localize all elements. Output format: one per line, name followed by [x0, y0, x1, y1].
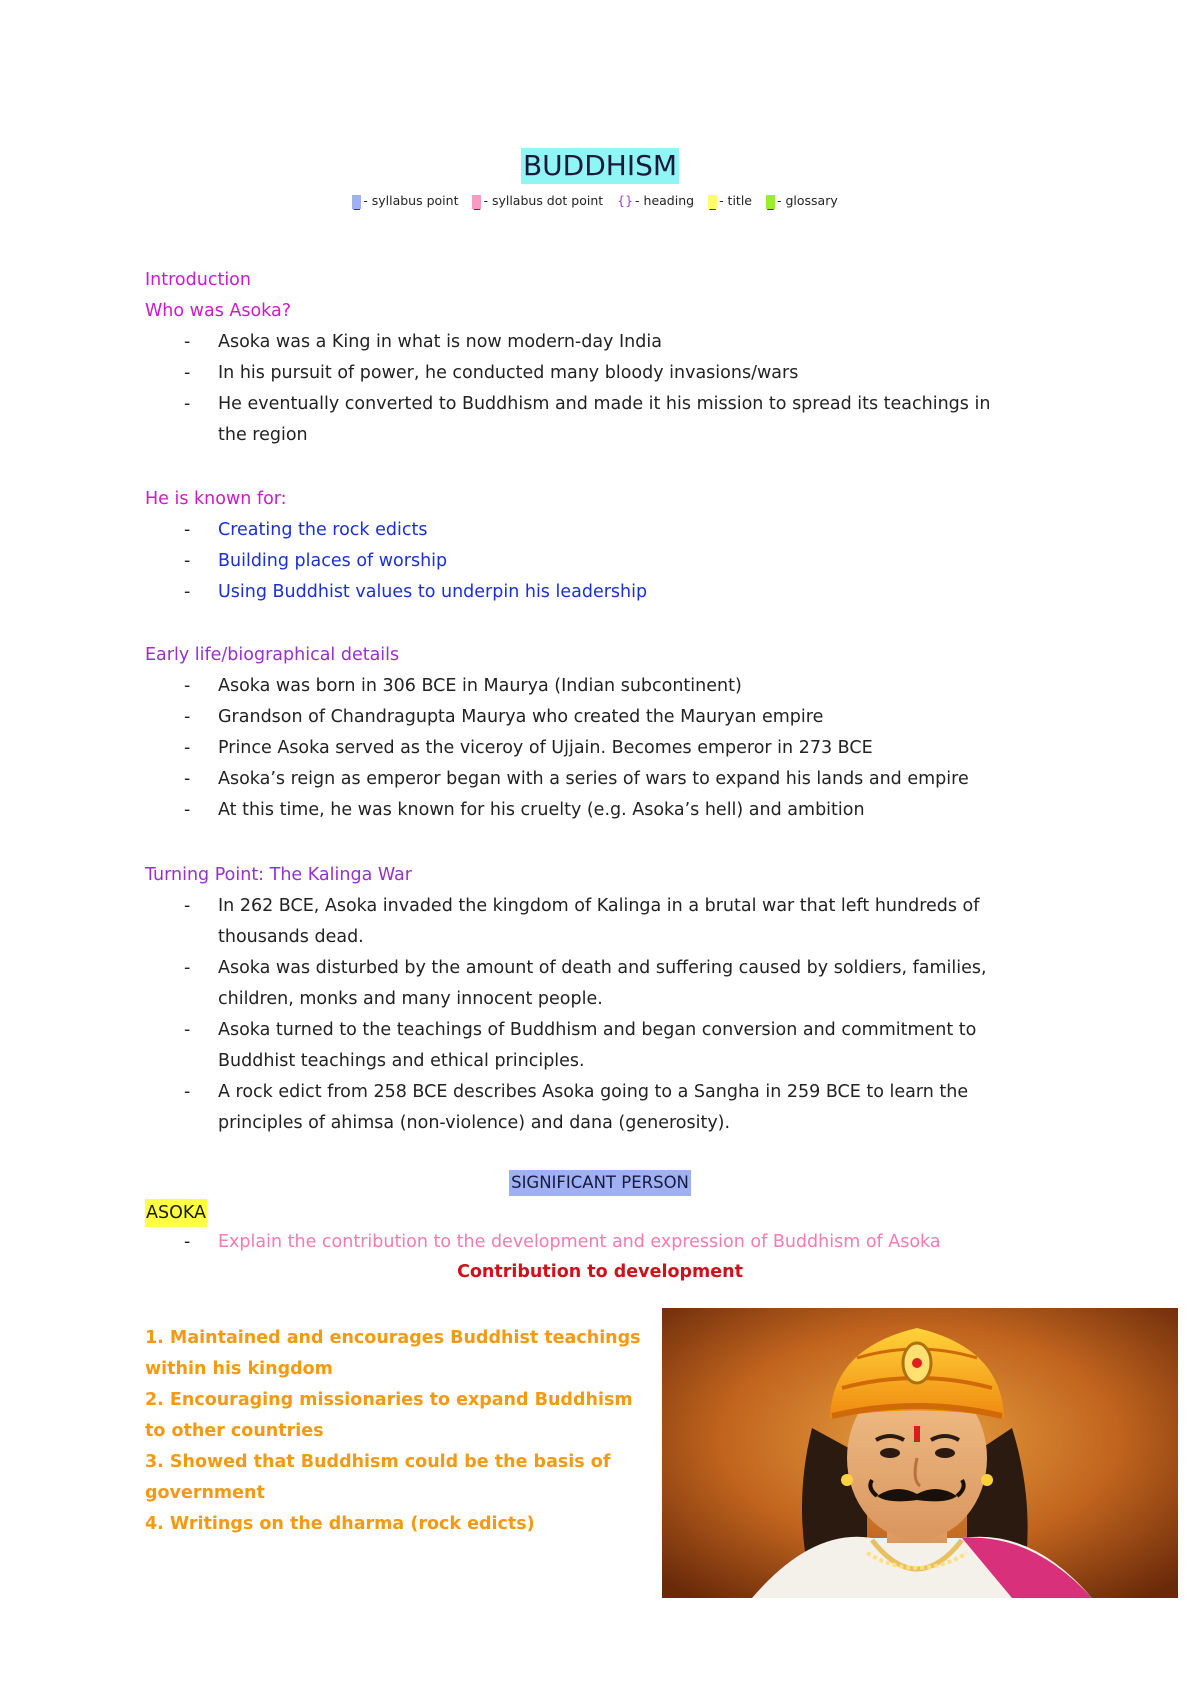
intro-list — [145, 327, 1075, 451]
list-item: - In 262 BCE, Asoka invaded the kingdom of Kalinga in a brutal war that left hundreds of thousands dead. — [184, 896, 980, 947]
color-legend — [0, 193, 1200, 209]
legend-syllabus-dot-point — [472, 193, 603, 208]
list-item: - At this time, he was known for his cruelty (e.g. Asoka’s hell) and ambition — [184, 800, 865, 820]
intro-heading: Introduction — [145, 270, 251, 290]
contribution-item: 1. Maintained and encourages Buddhist teachings within his kingdom — [145, 1328, 641, 1379]
legend-swatch: _ — [709, 195, 716, 210]
contribution-item: 2. Encouraging missionaries to expand Buddhism to other countries — [145, 1390, 633, 1441]
list-item: - Prince Asoka served as the viceroy of Ujjain. Becomes emperor in 273 BCE — [184, 738, 873, 758]
significant-person-container — [0, 1170, 1200, 1196]
legend-label: - syllabus point — [363, 193, 459, 208]
legend-label: - heading — [635, 193, 695, 208]
legend-label: - title — [719, 193, 752, 208]
contribution-list — [145, 1323, 645, 1540]
known-for-heading: He is known for: — [145, 489, 287, 509]
list-item: - He eventually converted to Buddhism and made it his mission to spread its teachings in the region — [184, 394, 991, 445]
legend-swatch: _ — [353, 195, 360, 210]
asoka-portrait-image — [662, 1308, 1178, 1598]
known-for-section — [145, 484, 1075, 608]
early-life-heading: Early life/biographical details — [145, 645, 400, 665]
dot-point-list — [145, 1227, 1075, 1258]
contribution-item: 4. Writings on the dharma (rock edicts) — [145, 1514, 535, 1534]
legend-swatch: _ — [767, 195, 774, 210]
list-item: - A rock edict from 258 BCE describes Asoka going to a Sangha in 259 BCE to learn the principles of ahimsa (non-violence) and dana (generosity). — [184, 1082, 969, 1133]
list-item: - Explain the contribution to the development and expression of Buddhism of Asoka — [145, 1227, 1075, 1258]
turning-point-list — [145, 891, 1075, 1139]
significant-person-label: SIGNIFICANT PERSON — [509, 1170, 691, 1196]
early-life-list — [145, 671, 1075, 826]
intro-subheading: Who was Asoka? — [145, 301, 292, 321]
syllabus-dot-point: Explain the contribution to the development and expression of Buddhism of Asoka — [218, 1232, 941, 1252]
legend-brace: {} — [617, 193, 634, 208]
document-title: BUDDHISM — [522, 149, 678, 182]
known-for-list — [145, 515, 1075, 608]
legend-label: - glossary — [776, 193, 838, 208]
contribution-heading: Contribution to development — [457, 1262, 743, 1282]
list-item: - Asoka turned to the teachings of Buddhism and began conversion and commitment to Buddhist teachings and ethical principles. — [184, 1020, 977, 1071]
asoka-section — [145, 1199, 1075, 1258]
list-item: - Asoka was a King in what is now modern-day India — [184, 332, 662, 352]
legend-heading — [617, 193, 694, 208]
legend-syllabus-point — [352, 193, 458, 208]
turning-point-section — [145, 860, 1075, 1139]
list-item: - Grandson of Chandragupta Maurya who created the Mauryan empire — [184, 707, 824, 727]
list-item: - In his pursuit of power, he conducted many bloody invasions/wars — [184, 363, 799, 383]
legend-title — [708, 193, 752, 208]
list-item: - Asoka was disturbed by the amount of death and suffering caused by soldiers, families, children, monks and many innocent people. — [184, 958, 987, 1009]
legend-glossary — [766, 193, 838, 208]
list-item: - Asoka was born in 306 BCE in Maurya (Indian subcontinent) — [184, 676, 742, 696]
list-item: - Creating the rock edicts — [184, 520, 428, 540]
early-life-section — [145, 640, 1075, 826]
legend-label: - syllabus dot point — [483, 193, 604, 208]
intro-section — [145, 265, 1075, 451]
title-container — [0, 148, 1200, 184]
legend-swatch: _ — [473, 195, 481, 210]
turning-point-heading: Turning Point: The Kalinga War — [145, 865, 412, 885]
contribution-item: 3. Showed that Buddhism could be the basis of government — [145, 1452, 611, 1503]
list-item: - Building places of worship — [184, 551, 448, 571]
list-item: - Using Buddhist values to underpin his leadership — [184, 582, 648, 602]
asoka-title: ASOKA — [145, 1199, 207, 1227]
list-item: - Asoka’s reign as emperor began with a series of wars to expand his lands and empire — [184, 769, 969, 789]
